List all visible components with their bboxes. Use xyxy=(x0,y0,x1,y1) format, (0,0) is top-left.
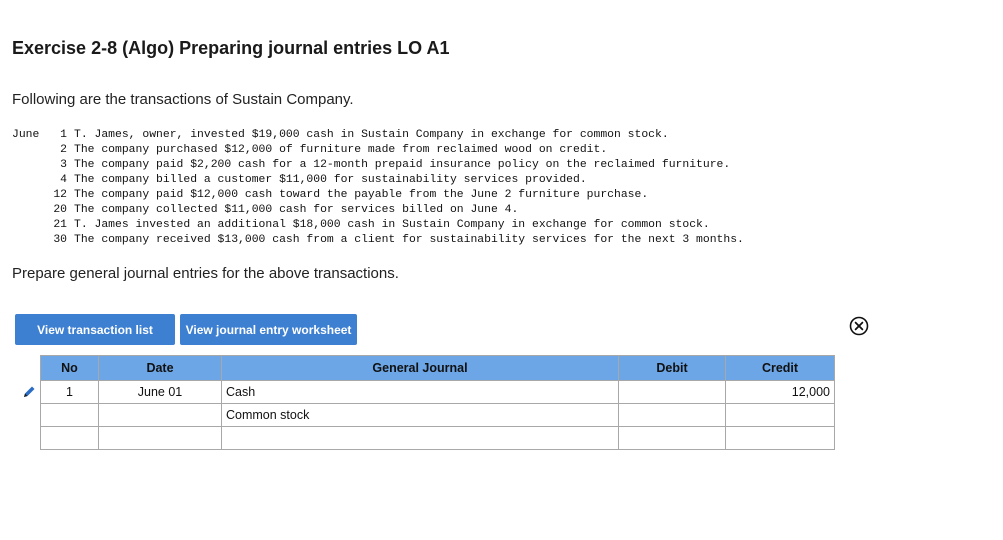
transaction-day: 20 xyxy=(53,204,67,216)
transaction-text: The company received $13,000 cash from a client for sustainability services for the next 3 months. xyxy=(74,234,744,246)
column-header-no: No xyxy=(41,356,99,381)
transaction-list xyxy=(12,128,744,248)
credit-cell: 12,000 xyxy=(726,381,835,404)
transaction-day: 21 xyxy=(53,219,67,231)
close-circle-icon[interactable] xyxy=(849,316,869,336)
entry-number-cell: 1 xyxy=(41,381,99,404)
transaction-item xyxy=(12,218,744,233)
transaction-month xyxy=(12,158,44,173)
account-cell xyxy=(222,427,619,450)
table-header-row xyxy=(41,356,835,381)
instructions-text: Prepare general journal entries for the above transactions. xyxy=(12,265,399,282)
transaction-month xyxy=(12,218,44,233)
credit-cell xyxy=(726,404,835,427)
transaction-item xyxy=(12,128,744,143)
transaction-day: 1 xyxy=(60,129,67,141)
debit-cell xyxy=(619,427,726,450)
transaction-text: T. James invested an additional $18,000 cash in Sustain Company in exchange for common stock. xyxy=(74,219,710,231)
transaction-month xyxy=(12,173,44,188)
table-row xyxy=(41,427,835,450)
view-transaction-list-button[interactable]: View transaction list xyxy=(15,314,175,345)
transaction-text: T. James, owner, invested $19,000 cash in Sustain Company in exchange for common stock. xyxy=(74,129,669,141)
transaction-text: The company billed a customer $11,000 for sustainability services provided. xyxy=(74,174,587,186)
entry-date-cell xyxy=(99,427,222,450)
transaction-month xyxy=(12,188,44,203)
transaction-item xyxy=(12,188,744,203)
entry-date-cell: June 01 xyxy=(99,381,222,404)
transaction-day: 4 xyxy=(60,174,67,186)
transaction-text: The company paid $12,000 cash toward the payable from the June 2 furniture purchase. xyxy=(74,189,649,201)
debit-cell xyxy=(619,404,726,427)
entry-number-cell xyxy=(41,427,99,450)
transaction-month: June xyxy=(12,129,40,141)
table-row xyxy=(41,381,835,404)
entry-date-cell xyxy=(99,404,222,427)
journal-table xyxy=(40,355,835,450)
column-header-date: Date xyxy=(99,356,222,381)
transaction-text: The company purchased $12,000 of furniture made from reclaimed wood on credit. xyxy=(74,144,608,156)
account-cell: Common stock xyxy=(222,404,619,427)
transaction-day: 2 xyxy=(60,144,67,156)
transaction-month xyxy=(12,143,44,158)
transaction-item xyxy=(12,203,744,218)
transaction-day: 3 xyxy=(60,159,67,171)
column-header-general-journal: General Journal xyxy=(222,356,619,381)
transaction-month xyxy=(12,233,44,248)
transaction-item xyxy=(12,233,744,248)
account-cell: Cash xyxy=(222,381,619,404)
transaction-item xyxy=(12,143,744,158)
table-row xyxy=(41,404,835,427)
pencil-icon[interactable] xyxy=(21,384,37,400)
debit-cell xyxy=(619,381,726,404)
transaction-month xyxy=(12,203,44,218)
transaction-day: 30 xyxy=(53,234,67,246)
page-title: Exercise 2-8 (Algo) Preparing journal entries LO A1 xyxy=(12,38,450,58)
transaction-day: 12 xyxy=(53,189,67,201)
transaction-item xyxy=(12,173,744,188)
intro-text: Following are the transactions of Sustain Company. xyxy=(12,91,354,108)
transaction-text: The company collected $11,000 cash for services billed on June 4. xyxy=(74,204,519,216)
transaction-text: The company paid $2,200 cash for a 12-month prepaid insurance policy on the reclaimed furniture. xyxy=(74,159,731,171)
column-header-debit: Debit xyxy=(619,356,726,381)
transaction-item xyxy=(12,158,744,173)
credit-cell xyxy=(726,427,835,450)
view-journal-entry-worksheet-button[interactable]: View journal entry worksheet xyxy=(180,314,357,345)
entry-number-cell xyxy=(41,404,99,427)
column-header-credit: Credit xyxy=(726,356,835,381)
